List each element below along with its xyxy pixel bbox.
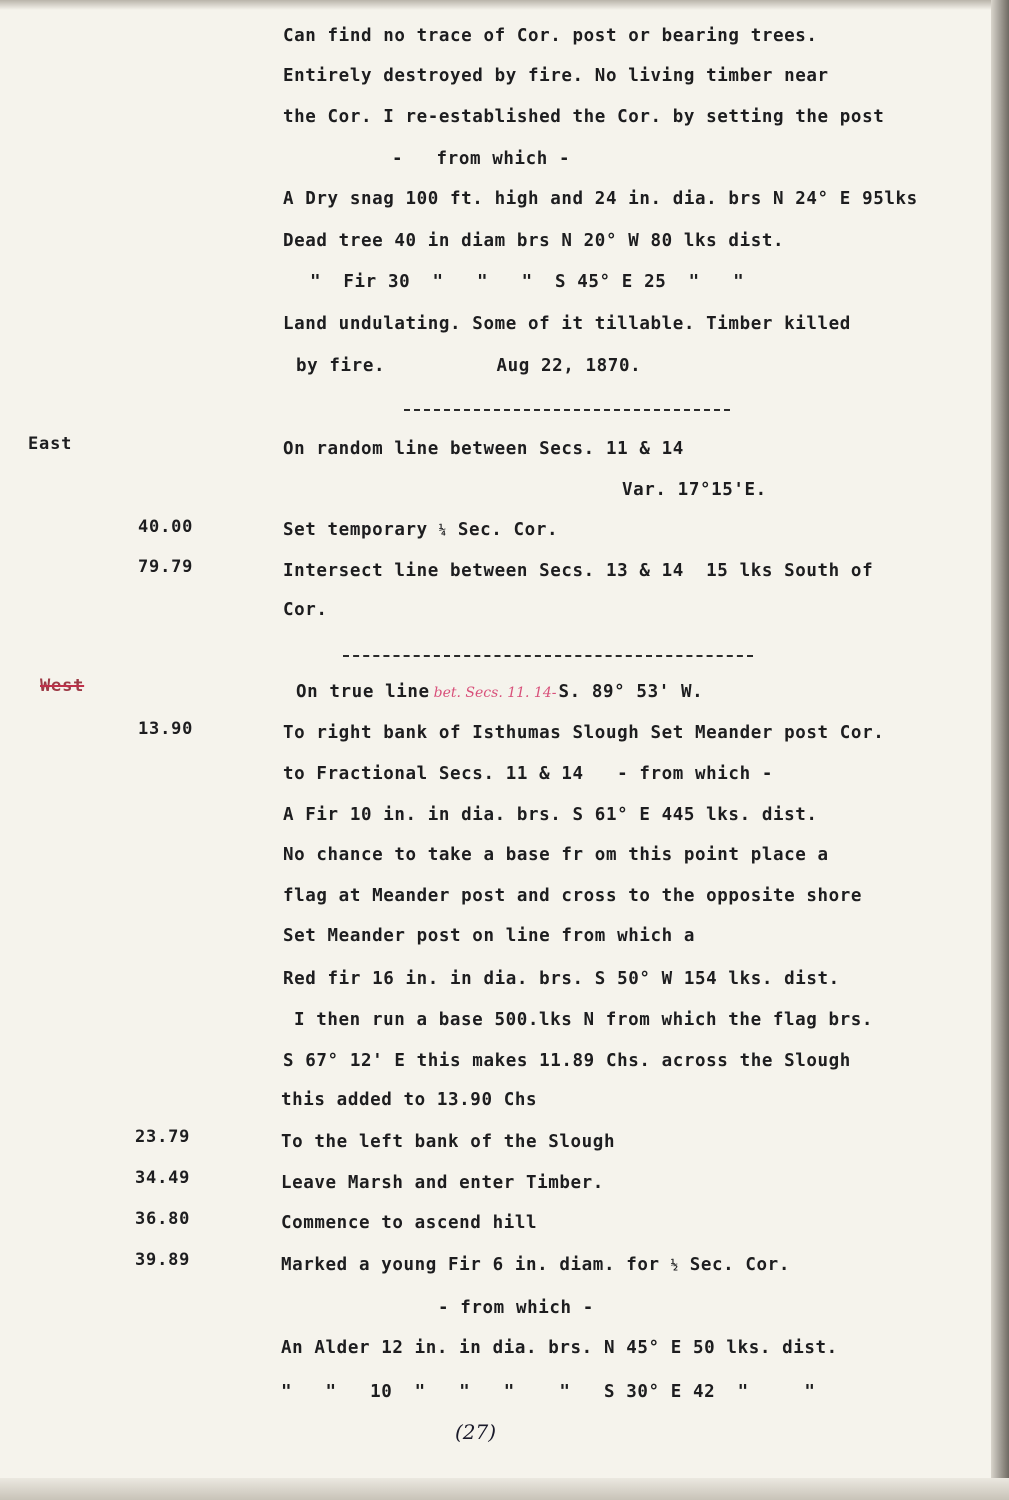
- margin-distance: 40.00: [138, 517, 194, 537]
- margin-direction-west-struck: West: [40, 676, 85, 696]
- text-line: - from which -: [438, 1298, 594, 1318]
- text-line: An Alder 12 in. in dia. brs. N 45° E 50 lks. dist.: [281, 1338, 838, 1358]
- text-line: " Fir 30 " " " S 45° E 25 " ": [310, 272, 745, 292]
- text-line: Dead tree 40 in diam brs N 20° W 80 lks dist.: [283, 231, 785, 251]
- text-line: A Fir 10 in. in dia. brs. S 61° E 445 lks. dist.: [283, 805, 818, 825]
- page-edge-right: [991, 0, 1009, 1500]
- margin-distance: 23.79: [135, 1127, 191, 1147]
- margin-distance: 36.80: [135, 1209, 191, 1229]
- text-segment: Set temporary: [283, 520, 439, 540]
- text-line: To right bank of Isthumas Slough Set Meander post Cor.: [283, 723, 885, 743]
- margin-distance: 34.49: [135, 1168, 191, 1188]
- margin-direction-east: East: [28, 434, 73, 454]
- text-line: [296, 684, 703, 702]
- text-line: " " 10 " " " " S 30° E 42 " ": [281, 1382, 816, 1402]
- text-line: I then run a base 500.lks N from which the flag brs.: [294, 1010, 874, 1030]
- text-segment: Sec. Cor.: [446, 520, 559, 540]
- text-line: Can find no trace of Cor. post or bearing trees.: [283, 26, 818, 46]
- margin-distance: 39.89: [135, 1250, 191, 1270]
- text-line: Entirely destroyed by fire. No living timber near: [283, 66, 829, 86]
- text-line: Leave Marsh and enter Timber.: [281, 1173, 604, 1193]
- text-line: Red fir 16 in. in dia. brs. S 50° W 154 lks. dist.: [283, 969, 840, 989]
- handwritten-annotation: bet. Secs. 11. 14-: [433, 685, 557, 701]
- text-line: [283, 522, 558, 540]
- text-line: Intersect line between Secs. 13 & 14 15 lks South of: [283, 561, 874, 581]
- text-line: this added to 13.90 Chs: [281, 1090, 538, 1110]
- section-divider: [343, 655, 753, 657]
- fraction-quarter: ¼: [438, 523, 447, 537]
- text-segment: Marked a young Fir 6 in. diam. for: [281, 1255, 671, 1275]
- fraction-half: ½: [670, 1258, 679, 1272]
- text-segment: On true line: [296, 682, 430, 702]
- text-line: Cor.: [283, 600, 328, 620]
- page-top-shadow: [0, 0, 1009, 10]
- text-line: To the left bank of the Slough: [281, 1132, 616, 1152]
- text-line: Set Meander post on line from which a: [283, 926, 696, 946]
- text-line: flag at Meander post and cross to the opposite shore: [283, 886, 863, 906]
- text-line: by fire. Aug 22, 1870.: [296, 356, 642, 376]
- text-segment: Sec. Cor.: [678, 1255, 790, 1275]
- text-segment: S. 89° 53' W.: [558, 682, 704, 702]
- section-divider: [404, 409, 730, 411]
- page-edge-bottom: [0, 1478, 1009, 1500]
- text-line: the Cor. I re-established the Cor. by setting the post: [283, 107, 885, 127]
- text-line: - from which -: [392, 149, 571, 169]
- text-line: A Dry snag 100 ft. high and 24 in. dia. brs N 24° E 95lks: [283, 189, 918, 209]
- text-line: Var. 17°15'E.: [622, 480, 767, 500]
- text-line: No chance to take a base fr om this point place a: [283, 845, 829, 865]
- text-line: Commence to ascend hill: [281, 1213, 538, 1233]
- text-line: Land undulating. Some of it tillable. Timber killed: [283, 314, 851, 334]
- margin-distance: 79.79: [138, 557, 194, 577]
- margin-distance: 13.90: [138, 719, 194, 739]
- text-line: to Fractional Secs. 11 & 14 - from which -: [283, 764, 773, 784]
- page-number: (27): [455, 1420, 497, 1444]
- text-line: [281, 1257, 790, 1275]
- text-line: On random line between Secs. 11 & 14: [283, 439, 684, 459]
- text-line: S 67° 12' E this makes 11.89 Chs. across the Slough: [283, 1051, 851, 1071]
